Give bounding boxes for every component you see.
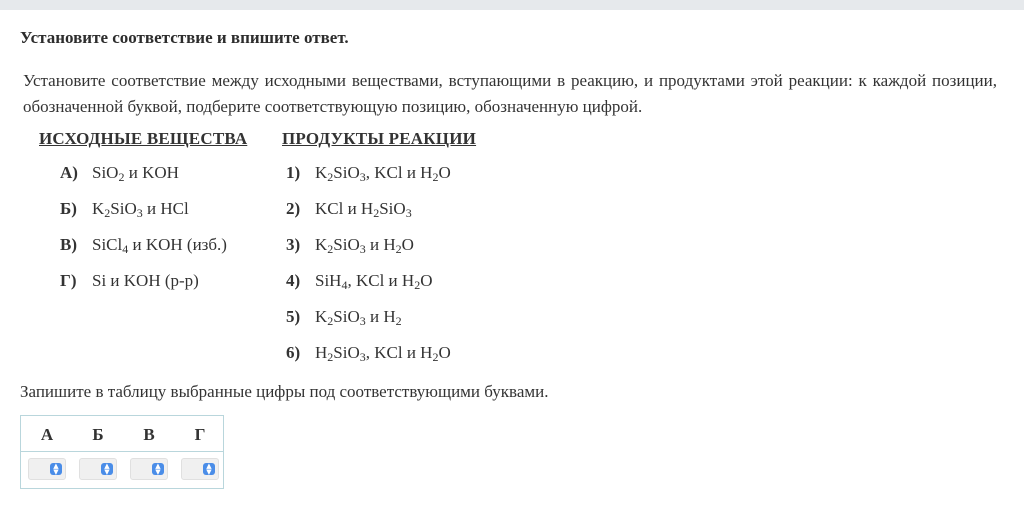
- reactants-header: ИСХОДНЫЕ ВЕЩЕСТВА: [39, 129, 248, 148]
- updown-chevron-icon: ▲ ▼: [152, 463, 164, 475]
- product-row: [286, 163, 451, 183]
- task-title: Установите соответствие и впишите ответ.: [20, 28, 349, 47]
- product-row: [286, 235, 414, 255]
- answer-table-divider: [21, 451, 223, 452]
- reactant-label: Г): [60, 271, 77, 290]
- product-formula: $K_2SiO_3$ и $H_2O$: [315, 235, 414, 256]
- answer-header-g: Г: [194, 425, 206, 444]
- reactant-formula: SiCl$_4$ и KOH (изб.): [92, 235, 227, 256]
- product-label: 3): [286, 235, 301, 254]
- product-label: 1): [286, 163, 301, 182]
- answer-header-a: А: [40, 425, 54, 444]
- product-row: [286, 307, 402, 327]
- top-bar: [0, 0, 1024, 10]
- product-label: 4): [286, 271, 301, 290]
- answer-select-a[interactable]: [28, 458, 66, 480]
- answer-select-b[interactable]: [79, 458, 117, 480]
- reactant-label: А): [60, 163, 78, 182]
- updown-chevron-icon: ▲ ▼: [203, 463, 215, 475]
- reactant-formula: $K_2SiO_3$ и HCl: [92, 199, 189, 220]
- products-header: ПРОДУКТЫ РЕАКЦИИ: [282, 129, 477, 148]
- product-formula: KCl и $H_2SiO_3$: [315, 199, 412, 220]
- product-row: [286, 343, 451, 363]
- reactant-row: [60, 199, 189, 219]
- answer-table: [20, 415, 224, 489]
- answer-header-v: В: [143, 425, 155, 444]
- answer-select-g[interactable]: [181, 458, 219, 480]
- product-row: [286, 199, 412, 219]
- product-label: 5): [286, 307, 301, 326]
- question-text: Установите соответствие между исходными веществами, вступающими в реакцию, и продуктами этой реакции: к каждой позиции, обозначенной буквой, подберите соответствующую позицию, обозначенную цифрой.: [23, 71, 997, 116]
- updown-chevron-icon: ▲ ▼: [101, 463, 113, 475]
- reactant-row: [60, 271, 199, 291]
- reactant-label: Б): [60, 199, 77, 218]
- updown-chevron-icon: ▲ ▼: [50, 463, 62, 475]
- reactant-formula: Si и KOH (р-р): [92, 271, 199, 290]
- reactant-row: [60, 235, 227, 255]
- product-label: 6): [286, 343, 301, 362]
- product-row: [286, 271, 432, 291]
- product-formula: SiH$_4$, KCl и $H_2O$: [315, 271, 433, 292]
- answer-select-v[interactable]: [130, 458, 168, 480]
- answer-instruction: Запишите в таблицу выбранные цифры под соответствующими буквами.: [20, 382, 549, 401]
- product-formula: $K_2SiO_3$ и $H_2$: [315, 307, 402, 328]
- product-formula: $H_2SiO_3$, KCl и $H_2O$: [315, 343, 451, 364]
- reactant-row: [60, 163, 179, 183]
- product-label: 2): [286, 199, 301, 218]
- product-formula: $K_2SiO_3$, KCl и $H_2O$: [315, 163, 451, 184]
- answer-header-b: Б: [92, 425, 104, 444]
- reactant-label: В): [60, 235, 77, 254]
- reactant-formula: SiO$_2$ и KOH: [92, 163, 179, 184]
